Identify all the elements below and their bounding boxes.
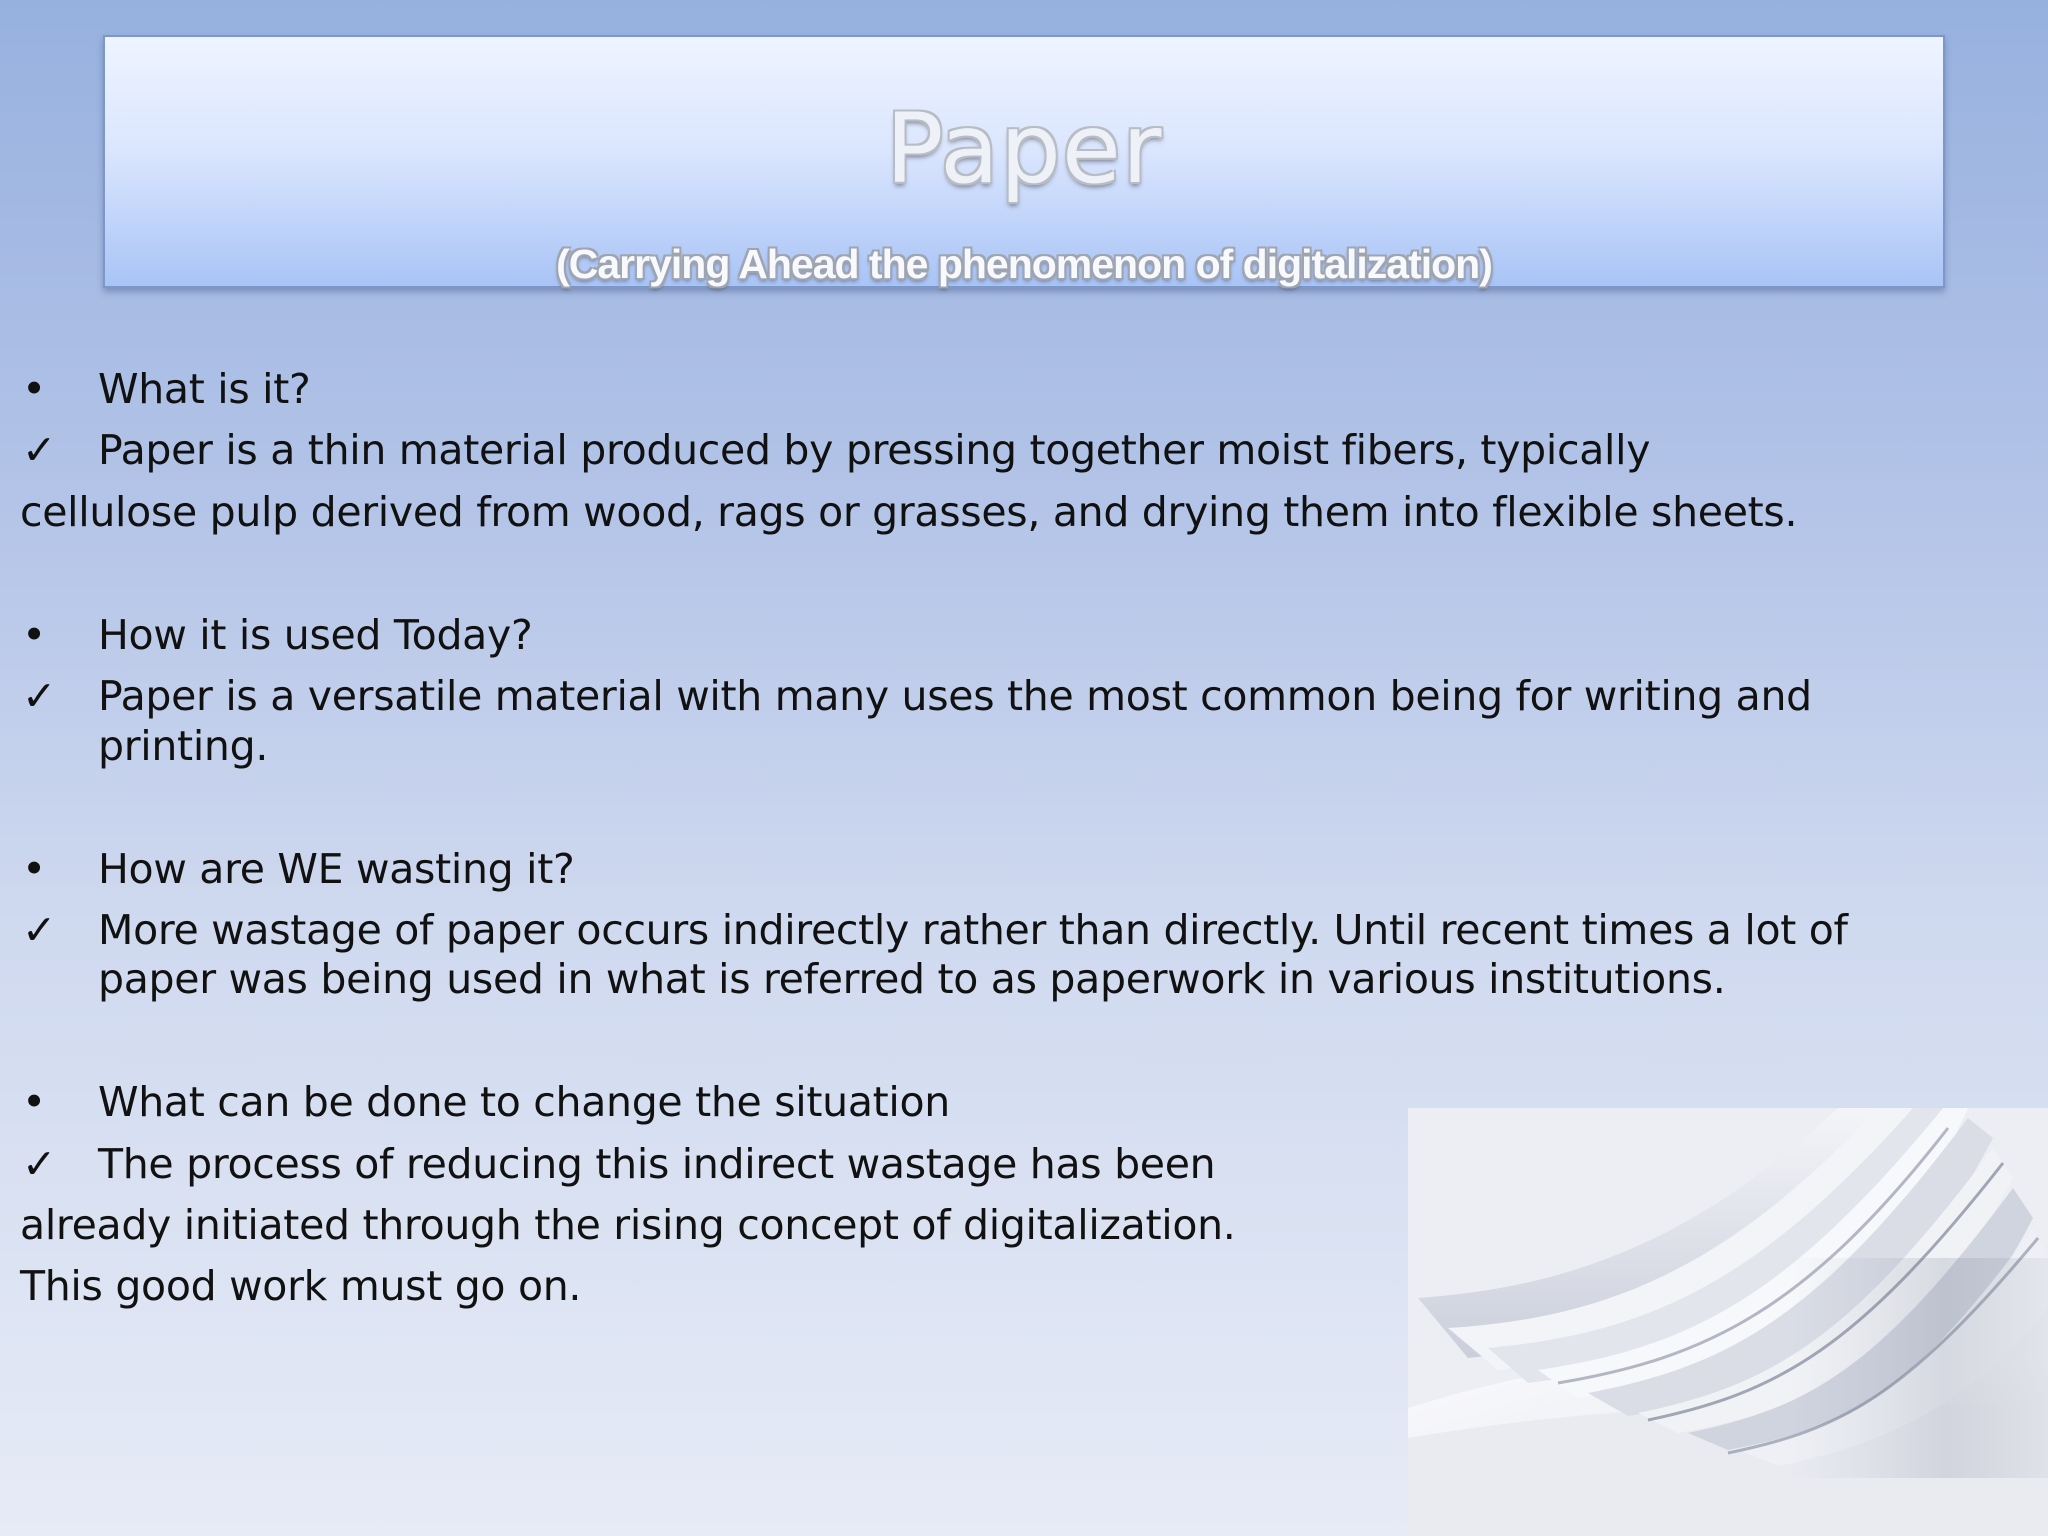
answer-line: already initiated through the rising concept of digitalization. bbox=[20, 1201, 1236, 1249]
answer-line: printing. bbox=[98, 722, 269, 770]
check-icon: ✓ bbox=[22, 672, 57, 720]
answer-line: cellulose pulp derived from wood, rags or grasses, and drying them into flexible sheets. bbox=[20, 488, 1798, 536]
answer-line: Paper is a thin material produced by pressing together moist fibers, typically bbox=[98, 426, 1651, 474]
check-icon: ✓ bbox=[22, 906, 57, 954]
question-how-wasting: How are WE wasting it? bbox=[98, 845, 575, 893]
answer-line: Paper is a versatile material with many uses the most common being for writing and bbox=[98, 672, 1812, 720]
question-what-is-it: What is it? bbox=[98, 365, 311, 413]
answer-line: The process of reducing this indirect wastage has been bbox=[98, 1140, 1216, 1188]
title-banner bbox=[103, 35, 1945, 288]
bullet-marker: • bbox=[22, 1078, 47, 1126]
answer-line: This good work must go on. bbox=[20, 1262, 582, 1310]
question-what-can-be-done: What can be done to change the situation bbox=[98, 1078, 950, 1126]
answer-line: paper was being used in what is referred to as paperwork in various institutions. bbox=[98, 955, 1726, 1003]
bullet-marker: • bbox=[22, 365, 47, 413]
paper-stack-photo bbox=[1408, 1108, 2048, 1536]
slide-subtitle: (Carrying Ahead the phenomenon of digitalization) bbox=[556, 241, 1492, 287]
slide-title: Paper bbox=[885, 93, 1163, 205]
bullet-marker: • bbox=[22, 845, 47, 893]
check-icon: ✓ bbox=[22, 426, 57, 474]
bullet-marker: • bbox=[22, 611, 47, 659]
question-how-used-today: How it is used Today? bbox=[98, 611, 533, 659]
answer-line: More wastage of paper occurs indirectly rather than directly. Until recent times a lot of bbox=[98, 906, 1848, 954]
check-icon: ✓ bbox=[22, 1140, 57, 1188]
